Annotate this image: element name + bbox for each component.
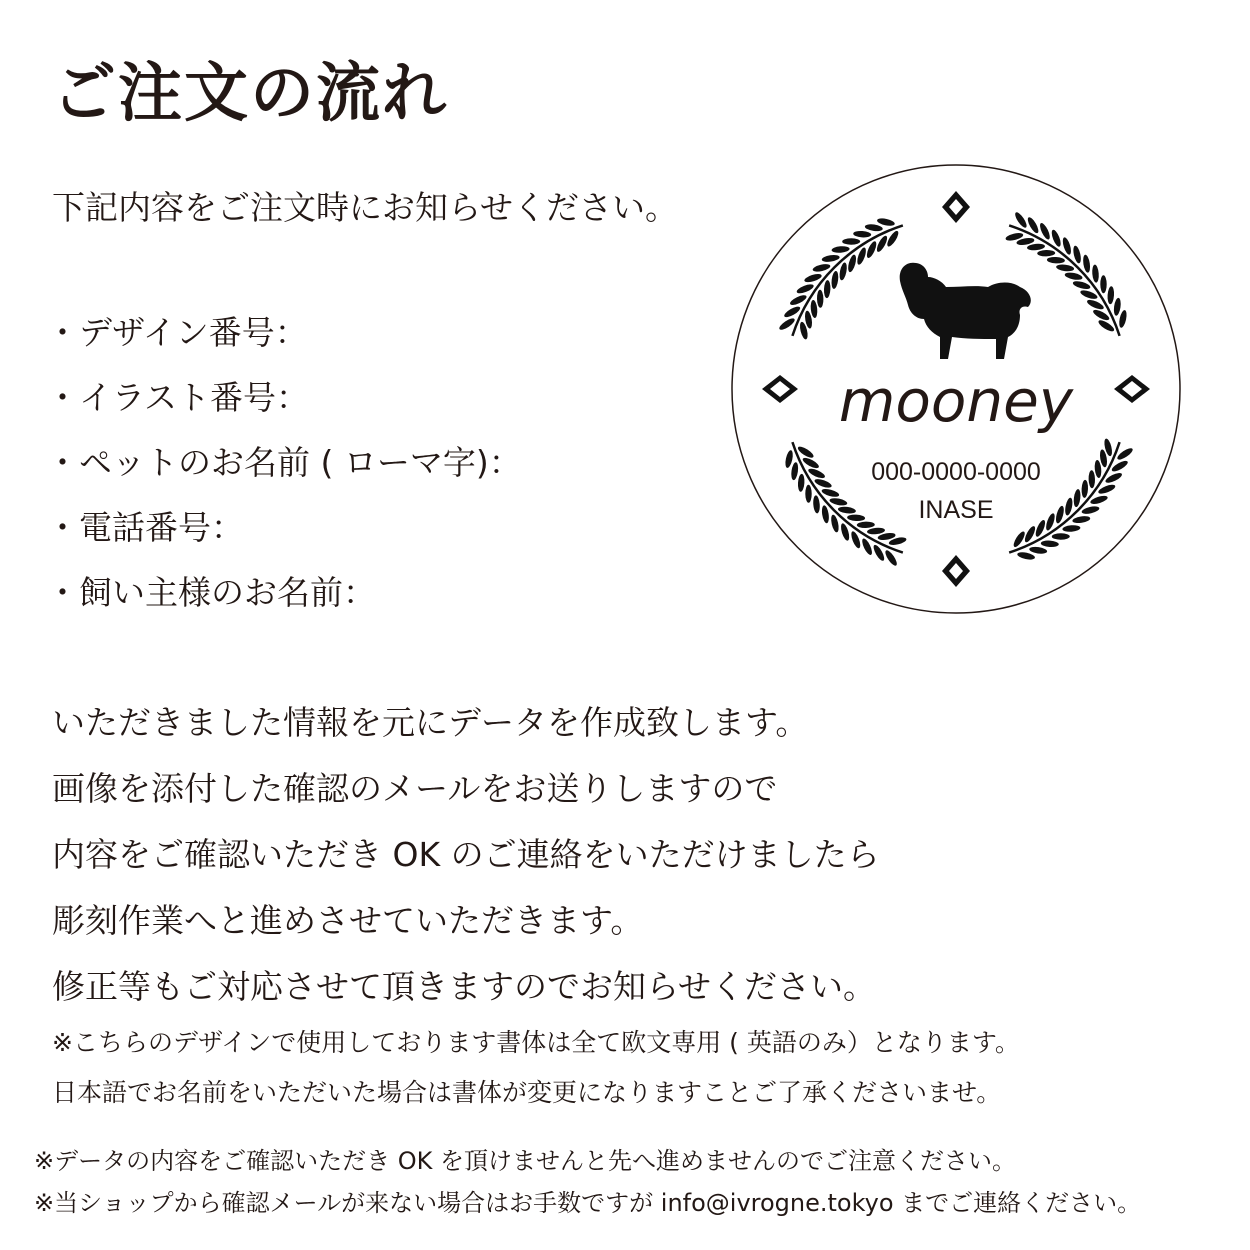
font-note-line: 日本語でお名前をいただいた場合は書体が変更になりますことご了承くださいませ。 — [52, 1078, 1002, 1107]
process-line: 内容をご確認いただき OK のご連絡をいただけましたら — [52, 835, 880, 874]
process-line: 画像を添付した確認のメールをお送りしますので — [52, 769, 778, 808]
confirmation-note-line: ※データの内容をご確認いただき OK を頂けませんと先へ進めませんのでご注意ください。 — [34, 1147, 1016, 1175]
process-description — [52, 690, 880, 1020]
field-pet-name: ・ペットのお名前 ( ローマ字)： — [46, 443, 522, 482]
intro-text: 下記内容をご注文時にお知らせください。 — [52, 188, 679, 227]
process-line: 彫刻作業へと進めさせていただきます。 — [52, 901, 644, 940]
process-line: 修正等もご対応させて頂きますのでお知らせください。 — [52, 967, 877, 1006]
field-illustration-number: ・イラスト番号： — [46, 378, 310, 417]
required-fields-list — [46, 300, 522, 625]
field-owner-name: ・飼い主様のお名前： — [46, 573, 376, 612]
tag-phone: 000-0000-0000 — [871, 458, 1041, 486]
field-design-number: ・デザイン番号： — [46, 313, 308, 352]
tag-owner: INASE — [918, 496, 994, 524]
confirmation-notes — [34, 1140, 1141, 1224]
font-notes — [52, 1018, 1020, 1118]
font-note-line: ※こちらのデザインで使用しております書体は全て欧文専用 ( 英語のみ）となります。 — [52, 1028, 1020, 1057]
sample-name-tag — [730, 163, 1182, 615]
process-line: いただきました情報を元にデータを作成致します。 — [52, 703, 809, 742]
page-title: ご注文の流れ — [52, 57, 448, 131]
confirmation-note-line: ※当ショップから確認メールが来ない場合はお手数ですが info@ivrogne.tokyo までご連絡ください。 — [34, 1189, 1142, 1217]
tag-pet-name: mooney — [838, 367, 1074, 435]
field-phone-number: ・電話番号： — [46, 508, 244, 547]
